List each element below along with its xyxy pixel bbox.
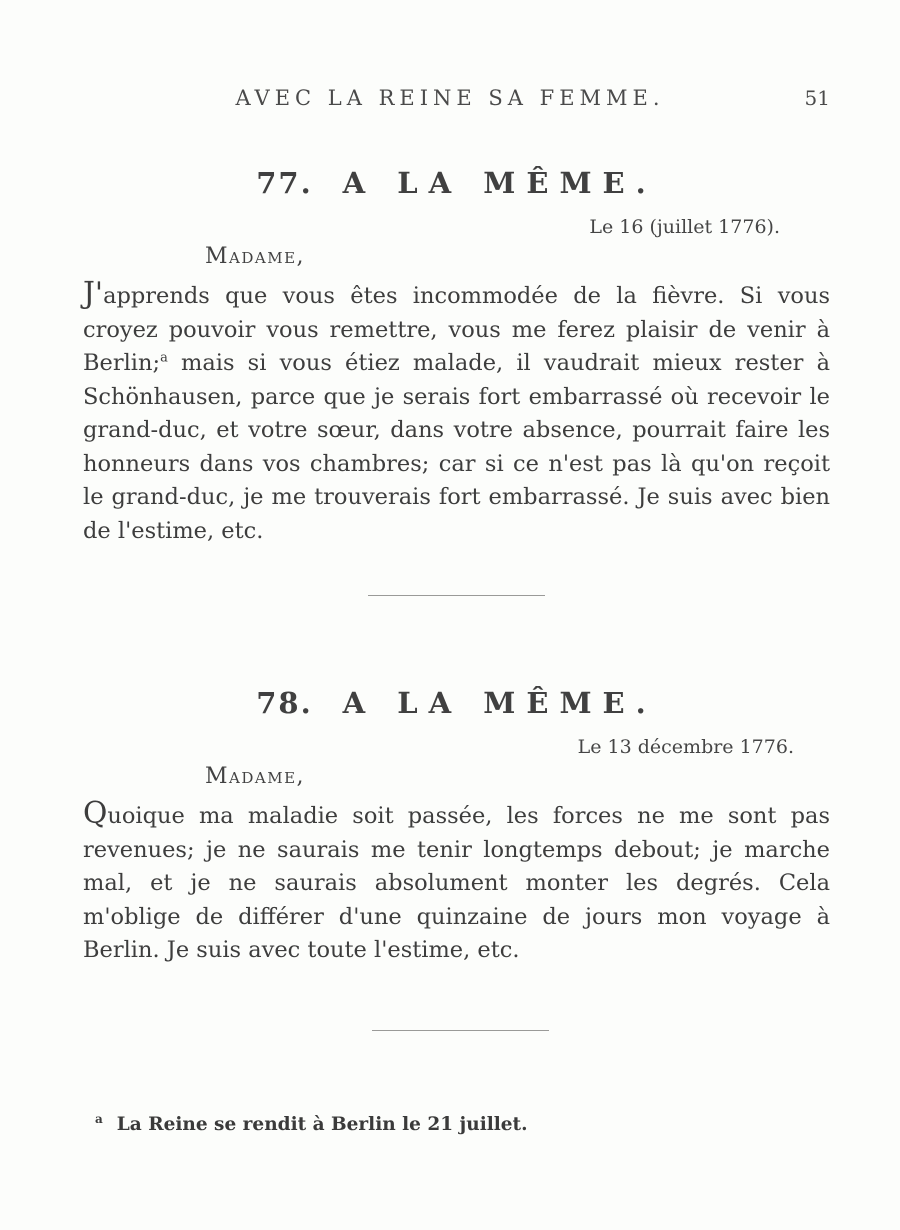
letter-78-body: Quoique ma maladie soit passée, les forces ne me sont pas revenues; je ne saurais me tenir longtemps debout; je marche mal, et je ne saurais absolument monter les degrés. Cela m'oblige de différer d'une quinzaine de jours mon voyage à Berlin. Je suis avec toute l'estime, etc. xyxy=(83,796,830,963)
letter-77-body-before-note: J'apprends que vous êtes incommodée de la fièvre. Si vous croyez pouvoir vous remettre, vous me ferez plaisir de venir à Berlin; xyxy=(83,276,830,376)
footnote xyxy=(95,1112,528,1135)
letter-78 xyxy=(83,686,830,968)
letter-77-footnote-reference: a xyxy=(160,350,168,366)
letter-77 xyxy=(83,166,830,548)
letter-78-title: A LA MÊME. xyxy=(342,686,657,720)
footnote-marker: a xyxy=(95,1112,103,1126)
section-divider-1 xyxy=(368,595,545,596)
letter-78-dateline: Le 13 décembre 1776. xyxy=(577,736,794,758)
letter-77-salutation: Madame, xyxy=(205,244,306,269)
footnote-text: La Reine se rendit à Berlin le 21 juillet. xyxy=(116,1114,528,1136)
letter-77-number: 77. xyxy=(256,166,313,200)
letter-77-dateline: Le 16 (juillet 1776). xyxy=(589,216,780,238)
letter-78-salutation: Madame, xyxy=(205,764,306,789)
letter-77-body xyxy=(83,277,830,548)
section-divider-2 xyxy=(372,1030,549,1031)
letter-77-heading xyxy=(83,166,830,200)
letter-77-title: A LA MÊME. xyxy=(342,166,657,200)
running-head: AVEC LA REINE SA FEMME. xyxy=(235,86,665,110)
letter-78-number: 78. xyxy=(256,686,313,720)
letter-78-heading xyxy=(83,686,830,720)
page-number: 51 xyxy=(804,86,830,110)
letter-77-body-after-note: mais si vous étiez malade, il vaudrait mieux rester à Schönhausen, parce que je serais fort embarrassé où recevoir le grand-duc, et votre sœur, dans votre absence, pourrait faire les honneurs dans vos chambres; car si ce n'est pas là qu'on reçoit le grand-duc, je me trouverais fort embarrassé. Je suis avec bien de l'estime, etc. xyxy=(83,350,830,544)
